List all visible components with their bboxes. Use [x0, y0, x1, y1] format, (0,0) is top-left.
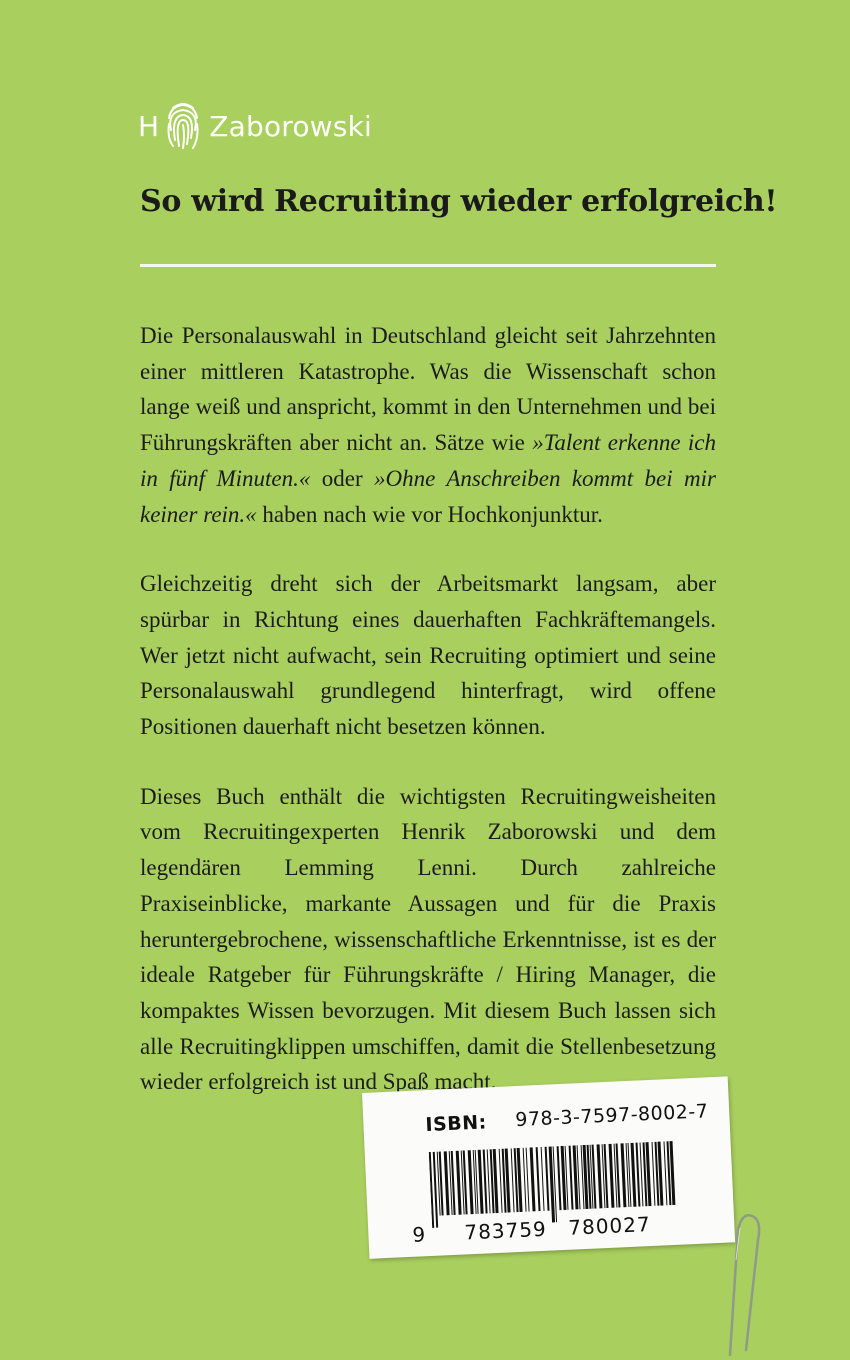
paper-clip [690, 1200, 770, 1360]
barcode-bar [523, 1148, 527, 1212]
barcode-bar [541, 1147, 545, 1211]
isbn-sticker [362, 1076, 735, 1258]
barcode-bar [526, 1148, 530, 1212]
barcode-bar [444, 1151, 450, 1215]
barcode-bar [652, 1142, 656, 1206]
barcode-digits-right: 780027 [567, 1212, 652, 1240]
barcode-bar [530, 1147, 536, 1211]
logo-name: Zaborowski [209, 109, 373, 143]
barcode-bar [631, 1143, 637, 1207]
blurb [140, 318, 716, 1137]
barcode-bar [597, 1144, 603, 1208]
headline: So wird Recruiting wieder erfolgreich! [140, 184, 778, 219]
barcode-bar [536, 1147, 541, 1211]
quote-anschreiben: »Ohne Anschreiben kommt bei mir keiner rein.« [140, 465, 716, 527]
barcode-bar [499, 1149, 503, 1213]
barcode-digits-left: 783759 [463, 1216, 548, 1245]
publisher-logo [138, 96, 372, 156]
barcode-bar [478, 1150, 484, 1214]
divider-rule [140, 264, 716, 267]
barcode-bar [545, 1147, 550, 1211]
barcode-bar [511, 1148, 515, 1212]
paragraph-1 [140, 318, 716, 532]
paragraph-1-text-a: Die Personalauswahl in Deutschland gleicht seit Jahrzehnten einer mittleren Katastrophe. Was die Wissenschaft schon lange weiß und anspricht, kommt in den Unternehmen und bei Führungskräften aber nicht an. Sätze wie [140, 323, 716, 456]
barcode-bar [664, 1141, 668, 1205]
barcode-digit-first: 9 [411, 1222, 426, 1247]
logo-prefix: H [138, 109, 160, 143]
barcode-bar [487, 1149, 491, 1213]
barcode-bar [483, 1149, 488, 1213]
barcode-bar [456, 1151, 462, 1215]
isbn-number: 978-3-7597-8002-7 [514, 1100, 709, 1132]
barcode-bar [557, 1146, 562, 1210]
quote-talent: »Talent erkenne ich in fünf Minuten.« [140, 430, 716, 491]
barcode-bar [569, 1146, 574, 1210]
fingerprint-icon [163, 98, 203, 154]
barcode-bar [468, 1150, 474, 1214]
barcode-bar [636, 1143, 641, 1207]
isbn-label: ISBN: [425, 1111, 488, 1137]
paragraph-3: Dieses Buch enthält die wichtigsten Recruitingweisheiten vom Recruitingexperten Henrik Zaborowski und dem legendären Lemming Lenni. Durch zahlreiche Praxiseinblicke, markante Aussagen und für die Praxis heruntergebrochene, wissenschaftliche Erkenntnisse, ist es der ideale Ratgeber für Führungskräfte / Hiring Manager, die kompaktes Wissen bevorzugen. Mit diesem Buch lassen sich alle Recruitingklippen umschiffen, damit die Stellenbesetzung wieder erfolgreich ist und Spaß macht. [140, 783, 716, 1095]
barcode-bar [609, 1144, 615, 1208]
paragraph-1-text-c: haben nach wie vor Hochkonjunktur. [256, 501, 603, 527]
barcode-bar [640, 1142, 644, 1206]
paragraph-2: Gleichzeitig dreht sich der Arbeitsmarkt langsam, aber spürbar in Richtung eines dauerhaften Fachkräftemangels. Wer jetzt nicht aufwacht, sein Recruiting optimiert und seine Personalauswahl grundlegend hinterfragt, wird offene Positionen dauerhaft nicht besetzen können. [140, 571, 716, 740]
barcode-bar [621, 1143, 627, 1207]
paragraph-1-text-b: oder [310, 465, 375, 491]
